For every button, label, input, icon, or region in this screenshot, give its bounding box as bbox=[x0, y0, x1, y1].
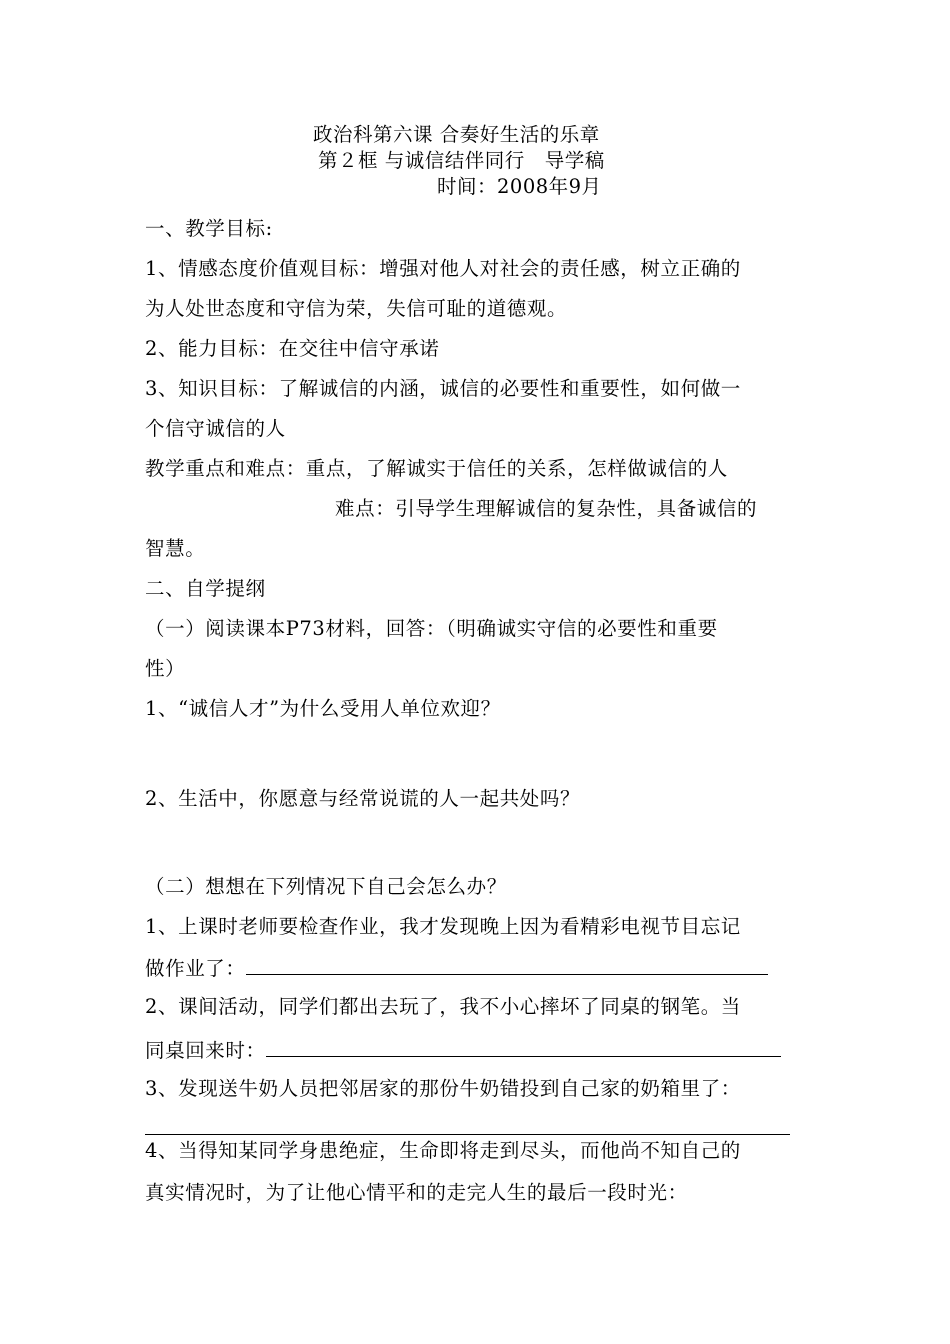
date-line: 时间：2008年9月 bbox=[437, 175, 602, 198]
scenario-2-line-2 bbox=[145, 1036, 810, 1064]
scenario-3: 3、发现送牛奶人员把邻居家的那份牛奶错投到自己家的奶箱里了： bbox=[145, 1077, 741, 1100]
part-1-line-2: 性） bbox=[145, 657, 186, 680]
goal-1-line-1: 1、情感态度价值观目标：增强对他人对社会的责任感，树立正确的 bbox=[145, 257, 741, 280]
scenario-2-label: 同桌回来时： bbox=[145, 1039, 266, 1062]
answer-blank-2[interactable] bbox=[266, 1036, 781, 1057]
answer-blank-1[interactable] bbox=[246, 954, 768, 975]
scenario-2-line-1: 2、课间活动，同学们都出去玩了，我不小心摔坏了同桌的钢笔。当 bbox=[145, 995, 741, 1018]
question-1: 1、“诚信人才”为什么受用人单位欢迎？ bbox=[145, 697, 501, 720]
scenario-1-label: 做作业了： bbox=[145, 957, 246, 980]
part-2-heading: （二）想想在下列情况下自己会怎么办？ bbox=[145, 875, 507, 898]
answer-blank-3[interactable] bbox=[145, 1134, 790, 1135]
section-heading-goals: 一、教学目标: bbox=[145, 217, 273, 240]
question-2: 2、生活中，你愿意与经常说谎的人一起共处吗？ bbox=[145, 787, 581, 810]
goal-3-line-1: 3、知识目标：了解诚信的内涵，诚信的必要性和重要性，如何做一 bbox=[145, 377, 741, 400]
section-heading-outline: 二、自学提纲 bbox=[145, 577, 266, 600]
scenario-4-line-2: 真实情况时，为了让他心情平和的走完人生的最后一段时光： bbox=[145, 1181, 688, 1204]
page-title: 政治科第六课 合奏好生活的乐章 bbox=[313, 123, 600, 146]
scenario-4-line-1: 4、当得知某同学身患绝症，生命即将走到尽头，而他尚不知自己的 bbox=[145, 1139, 741, 1162]
scenario-1-line-2 bbox=[145, 954, 810, 982]
page-subtitle: 第２框 与诚信结伴同行 导学稿 bbox=[318, 149, 605, 172]
goal-1-line-2: 为人处世态度和守信为荣，失信可耻的道德观。 bbox=[145, 297, 568, 320]
scenario-1-line-1: 1、上课时老师要检查作业，我才发现晚上因为看精彩电视节目忘记 bbox=[145, 915, 741, 938]
goal-3-line-2: 个信守诚信的人 bbox=[145, 417, 286, 440]
key-points: 教学重点和难点：重点，了解诚实于信任的关系，怎样做诚信的人 bbox=[145, 457, 728, 480]
difficult-points-line-1: 难点：引导学生理解诚信的复杂性，具备诚信的 bbox=[335, 497, 758, 520]
part-1-line-1: （一）阅读课本P73材料，回答：（明确诚实守信的必要性和重要 bbox=[145, 617, 718, 640]
goal-2: 2、能力目标：在交往中信守承诺 bbox=[145, 337, 440, 360]
difficult-points-line-2: 智慧。 bbox=[145, 537, 206, 560]
